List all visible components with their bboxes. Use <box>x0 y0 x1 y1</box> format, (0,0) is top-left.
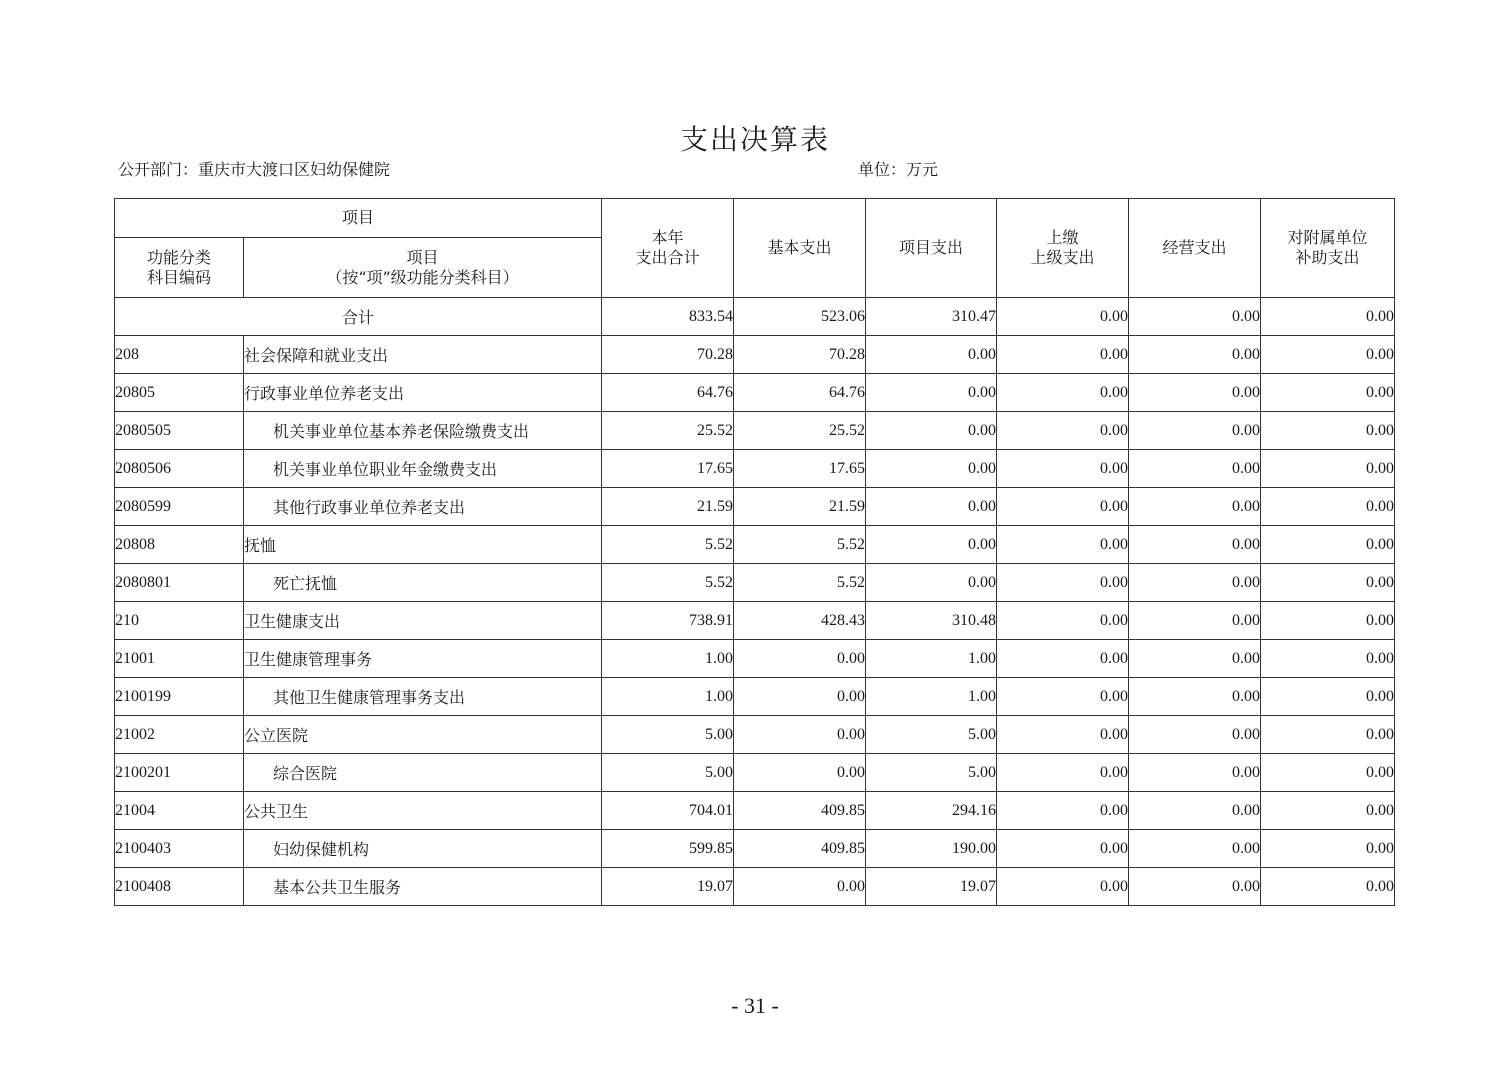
table-row <box>115 374 1395 412</box>
row-value: 17.65 <box>734 450 866 488</box>
row-value: 0.00 <box>997 374 1129 412</box>
row-value: 5.52 <box>602 564 734 602</box>
row-code: 21004 <box>115 792 244 830</box>
row-value: 1.00 <box>866 640 997 678</box>
table-row <box>115 336 1395 374</box>
row-code: 208 <box>115 336 244 374</box>
table-row <box>115 488 1395 526</box>
row-value: 1.00 <box>602 678 734 716</box>
page-number: - 31 - <box>731 993 779 1018</box>
row-value: 0.00 <box>997 640 1129 678</box>
table-row <box>115 754 1395 792</box>
row-value: 0.00 <box>1261 640 1395 678</box>
row-name: 基本公共卫生服务 <box>244 868 602 906</box>
row-value: 0.00 <box>997 868 1129 906</box>
row-name: 卫生健康管理事务 <box>244 640 602 678</box>
row-value: 21.59 <box>602 488 734 526</box>
total-value: 0.00 <box>997 298 1129 336</box>
row-value: 0.00 <box>1261 678 1395 716</box>
table-row <box>115 716 1395 754</box>
row-value: 0.00 <box>1129 374 1261 412</box>
row-value: 0.00 <box>1261 602 1395 640</box>
unit-label: 单位：万元 <box>858 160 939 179</box>
table-row <box>115 450 1395 488</box>
header-operating: 经营支出 <box>1129 199 1261 298</box>
row-name: 公立医院 <box>244 716 602 754</box>
total-value: 0.00 <box>1129 298 1261 336</box>
row-name: 综合医院 <box>244 754 602 792</box>
total-row <box>115 298 1395 336</box>
row-value: 0.00 <box>1261 792 1395 830</box>
header-project-group: 项目 <box>115 199 602 238</box>
header-remit: 上缴 上级支出 <box>997 199 1129 298</box>
row-code: 2100199 <box>115 678 244 716</box>
row-value: 0.00 <box>1129 792 1261 830</box>
row-code: 21001 <box>115 640 244 678</box>
row-value: 409.85 <box>734 830 866 868</box>
row-value: 0.00 <box>997 450 1129 488</box>
header-project: 项目支出 <box>866 199 997 298</box>
department-label: 公开部门：重庆市大渡口区妇幼保健院 <box>118 160 391 179</box>
row-value: 19.07 <box>866 868 997 906</box>
row-value: 190.00 <box>866 830 997 868</box>
row-code: 2080506 <box>115 450 244 488</box>
total-value: 833.54 <box>602 298 734 336</box>
row-value: 0.00 <box>866 526 997 564</box>
row-value: 0.00 <box>1261 564 1395 602</box>
row-value: 0.00 <box>1261 716 1395 754</box>
total-value: 523.06 <box>734 298 866 336</box>
row-name: 行政事业单位养老支出 <box>244 374 602 412</box>
table-row <box>115 792 1395 830</box>
row-value: 0.00 <box>866 564 997 602</box>
header-basic: 基本支出 <box>734 199 866 298</box>
row-value: 0.00 <box>1261 754 1395 792</box>
header-subsidy: 对附属单位 补助支出 <box>1261 199 1395 298</box>
row-code: 2080801 <box>115 564 244 602</box>
row-value: 1.00 <box>866 678 997 716</box>
row-value: 0.00 <box>997 830 1129 868</box>
row-code: 2100201 <box>115 754 244 792</box>
row-value: 5.00 <box>602 754 734 792</box>
row-value: 0.00 <box>734 640 866 678</box>
row-value: 0.00 <box>1129 640 1261 678</box>
row-value: 0.00 <box>1129 678 1261 716</box>
row-name: 机关事业单位职业年金缴费支出 <box>244 450 602 488</box>
row-value: 738.91 <box>602 602 734 640</box>
row-value: 704.01 <box>602 792 734 830</box>
row-code: 20805 <box>115 374 244 412</box>
row-value: 0.00 <box>997 792 1129 830</box>
row-value: 0.00 <box>1129 336 1261 374</box>
row-value: 0.00 <box>1261 412 1395 450</box>
document-title: 支出决算表 <box>679 123 830 156</box>
row-value: 0.00 <box>1129 526 1261 564</box>
row-value: 409.85 <box>734 792 866 830</box>
row-value: 70.28 <box>734 336 866 374</box>
row-value: 0.00 <box>866 374 997 412</box>
row-value: 70.28 <box>602 336 734 374</box>
row-value: 5.52 <box>734 526 866 564</box>
row-name: 机关事业单位基本养老保险缴费支出 <box>244 412 602 450</box>
row-name: 抚恤 <box>244 526 602 564</box>
table-row <box>115 640 1395 678</box>
table-row <box>115 830 1395 868</box>
row-value: 0.00 <box>866 488 997 526</box>
table-row <box>115 678 1395 716</box>
row-code: 2100403 <box>115 830 244 868</box>
row-value: 0.00 <box>997 526 1129 564</box>
row-value: 21.59 <box>734 488 866 526</box>
row-value: 0.00 <box>1129 754 1261 792</box>
row-value: 310.48 <box>866 602 997 640</box>
row-value: 0.00 <box>1129 716 1261 754</box>
row-value: 5.00 <box>866 754 997 792</box>
table-row <box>115 412 1395 450</box>
expenditure-table <box>114 198 1395 906</box>
table-row <box>115 868 1395 906</box>
row-code: 2080599 <box>115 488 244 526</box>
row-name: 其他行政事业单位养老支出 <box>244 488 602 526</box>
table-row <box>115 564 1395 602</box>
row-name: 死亡抚恤 <box>244 564 602 602</box>
row-value: 5.52 <box>602 526 734 564</box>
row-value: 0.00 <box>1261 830 1395 868</box>
row-code: 20808 <box>115 526 244 564</box>
row-code: 2080505 <box>115 412 244 450</box>
header-code: 功能分类 科目编码 <box>115 238 244 298</box>
row-value: 0.00 <box>1129 602 1261 640</box>
total-value: 310.47 <box>866 298 997 336</box>
row-value: 0.00 <box>866 336 997 374</box>
row-value: 19.07 <box>602 868 734 906</box>
row-value: 599.85 <box>602 830 734 868</box>
row-value: 0.00 <box>997 678 1129 716</box>
row-code: 210 <box>115 602 244 640</box>
row-value: 64.76 <box>602 374 734 412</box>
row-value: 0.00 <box>866 412 997 450</box>
row-value: 17.65 <box>602 450 734 488</box>
table-row <box>115 602 1395 640</box>
row-value: 64.76 <box>734 374 866 412</box>
row-value: 0.00 <box>734 754 866 792</box>
row-value: 0.00 <box>997 754 1129 792</box>
row-value: 0.00 <box>1129 830 1261 868</box>
row-value: 0.00 <box>1129 488 1261 526</box>
total-value: 0.00 <box>1261 298 1395 336</box>
row-value: 0.00 <box>1129 412 1261 450</box>
row-value: 0.00 <box>1261 526 1395 564</box>
row-value: 25.52 <box>602 412 734 450</box>
row-value: 5.00 <box>866 716 997 754</box>
row-value: 0.00 <box>997 488 1129 526</box>
row-value: 428.43 <box>734 602 866 640</box>
row-value: 0.00 <box>734 868 866 906</box>
row-value: 0.00 <box>1129 450 1261 488</box>
row-value: 0.00 <box>734 678 866 716</box>
row-value: 5.52 <box>734 564 866 602</box>
row-value: 25.52 <box>734 412 866 450</box>
row-value: 0.00 <box>1261 868 1395 906</box>
row-code: 21002 <box>115 716 244 754</box>
row-value: 0.00 <box>1261 488 1395 526</box>
row-value: 0.00 <box>1261 374 1395 412</box>
table-row <box>115 526 1395 564</box>
row-value: 0.00 <box>997 716 1129 754</box>
row-value: 5.00 <box>602 716 734 754</box>
row-name: 妇幼保健机构 <box>244 830 602 868</box>
row-value: 294.16 <box>866 792 997 830</box>
row-value: 0.00 <box>997 336 1129 374</box>
total-label: 合计 <box>115 298 602 336</box>
row-value: 0.00 <box>997 412 1129 450</box>
row-name: 社会保障和就业支出 <box>244 336 602 374</box>
row-name: 其他卫生健康管理事务支出 <box>244 678 602 716</box>
row-value: 1.00 <box>602 640 734 678</box>
row-value: 0.00 <box>1129 564 1261 602</box>
row-value: 0.00 <box>1129 868 1261 906</box>
row-value: 0.00 <box>997 564 1129 602</box>
header-item: 项目 （按“项”级功能分类科目） <box>244 238 602 298</box>
row-value: 0.00 <box>1261 450 1395 488</box>
row-value: 0.00 <box>1261 336 1395 374</box>
row-value: 0.00 <box>866 450 997 488</box>
row-value: 0.00 <box>734 716 866 754</box>
header-total: 本年 支出合计 <box>602 199 734 298</box>
row-code: 2100408 <box>115 868 244 906</box>
row-name: 公共卫生 <box>244 792 602 830</box>
row-value: 0.00 <box>997 602 1129 640</box>
row-name: 卫生健康支出 <box>244 602 602 640</box>
